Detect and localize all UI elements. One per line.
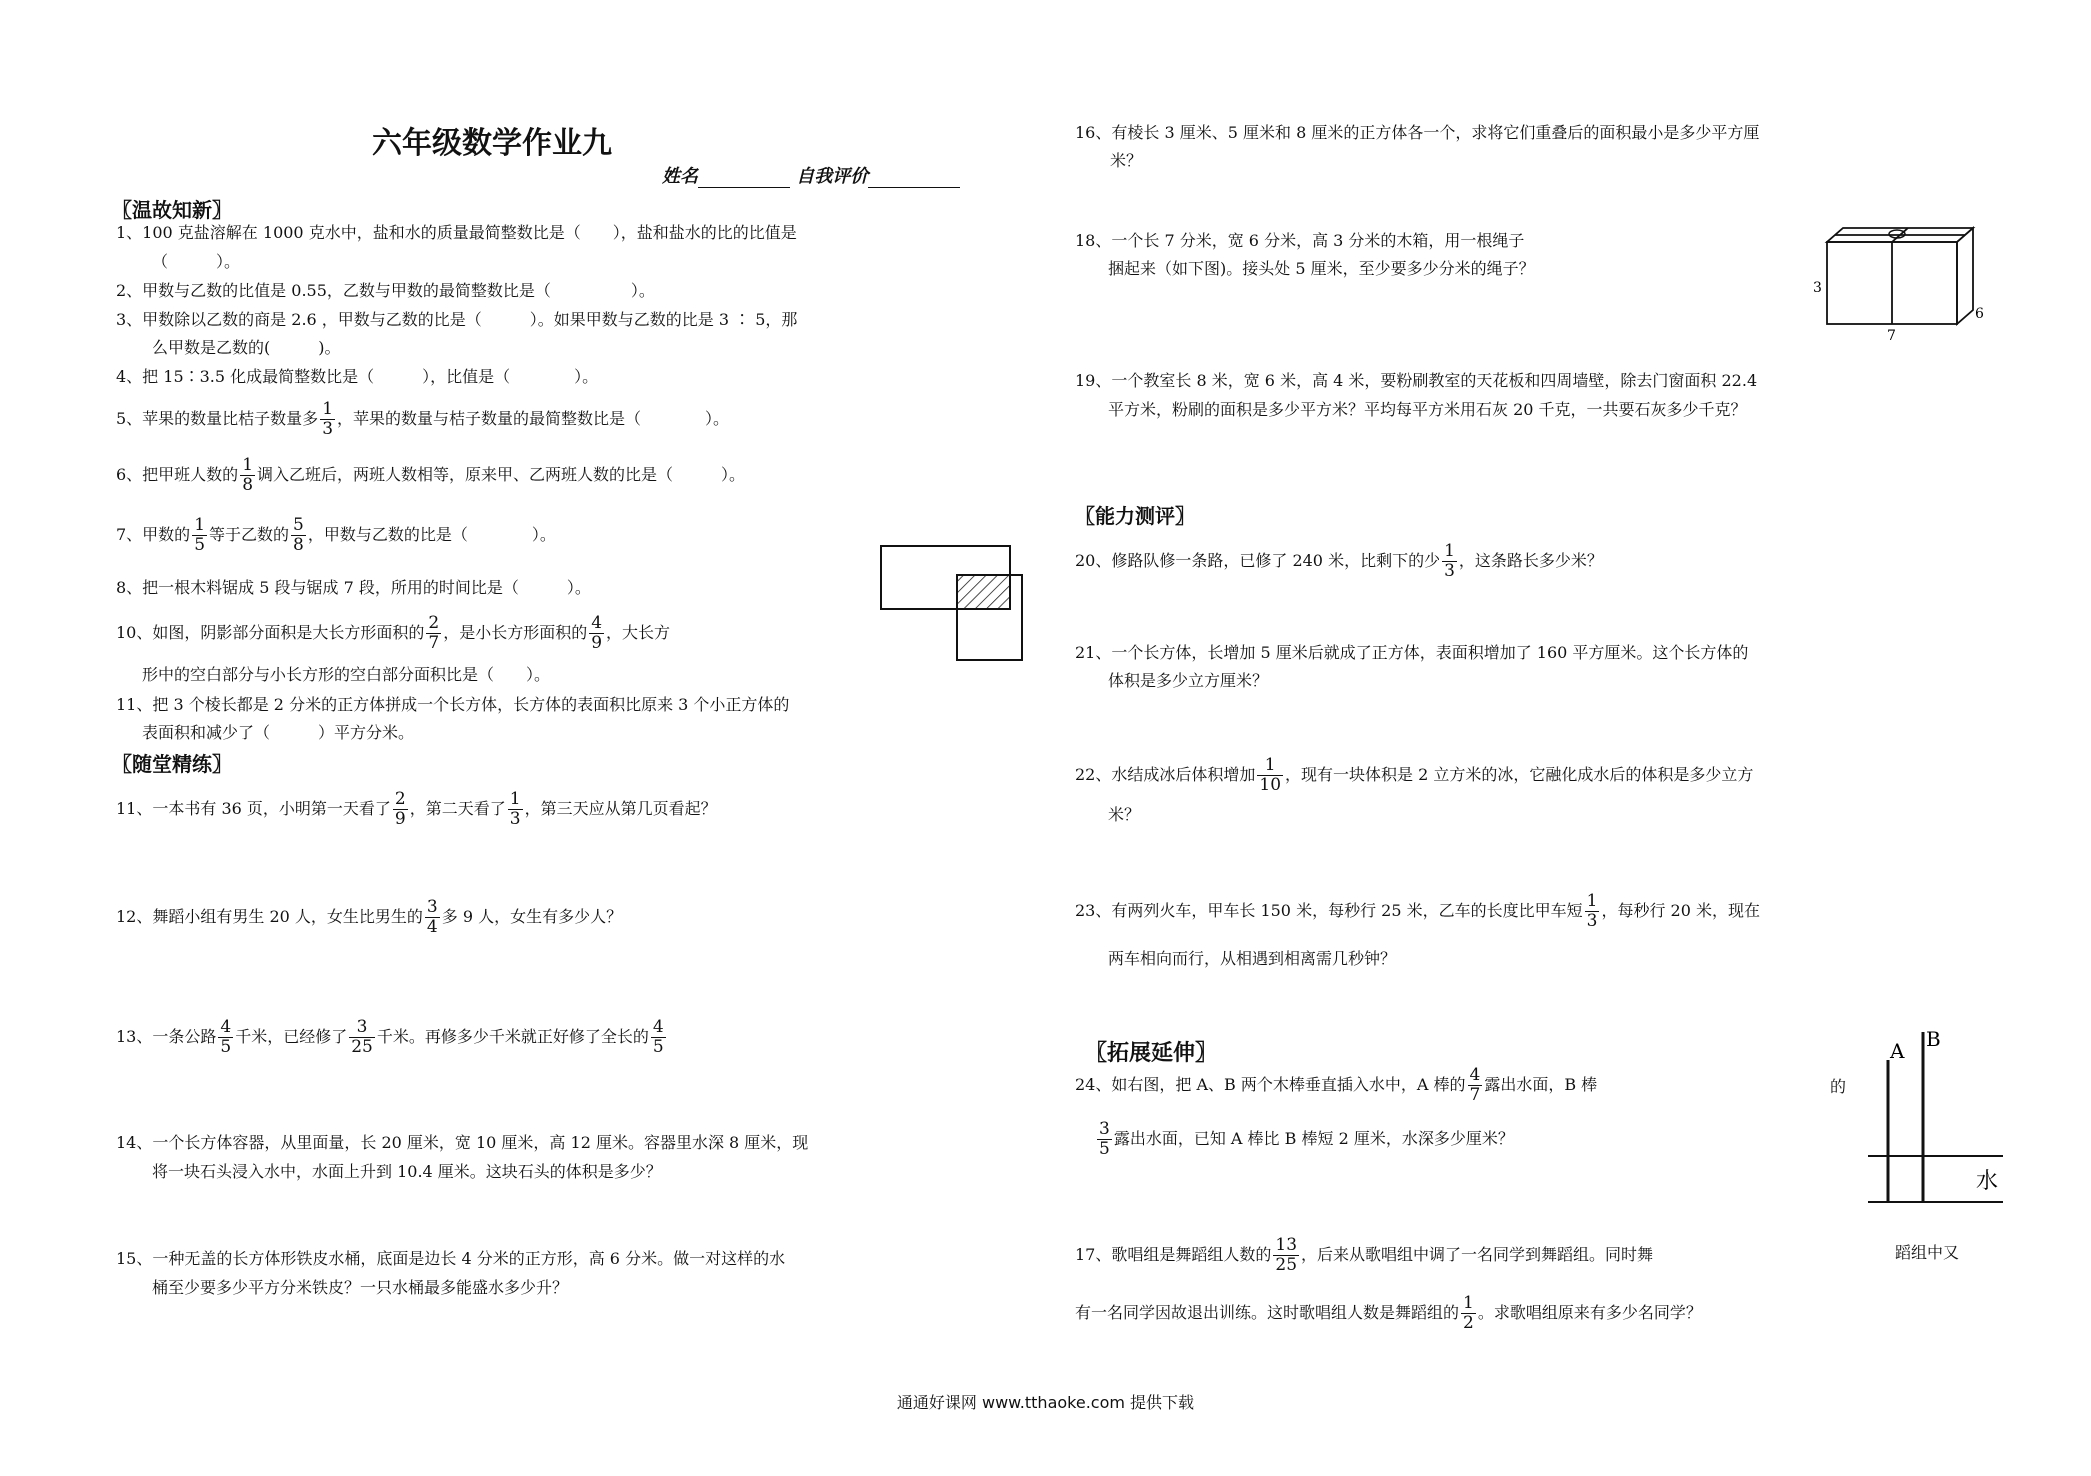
q7-text-b: 等于乙数的 [209,525,290,544]
p14-line-a: 14、一个长方体容器，从里面量，长 20 厘米，宽 10 厘米，高 12 厘米。容器里水深 8 厘米，现 [116,1133,809,1152]
q5-text-b: ，苹果的数量与桔子数量的最简整数比是（ ）。 [337,409,730,428]
q24 [1075,1066,1597,1105]
p14-line-b: 将一块石头浸入水中，水面上升到 10.4 厘米。这块石头的体积是多少？ [152,1162,662,1181]
fraction-13-25: $\frac{13}{25}$ [1275,1235,1298,1275]
q22-line-b: 米？ [1108,805,1141,824]
fraction-1-3d: $\frac{1}{3}$ [1586,891,1598,931]
eval-label: 自我评价 [796,166,869,187]
q20-text-a: 20、修路队修一条路，已修了 240 米，比剩下的少 [1075,551,1441,570]
stick-a-label: A [1890,1039,1905,1063]
q17-text-d: 有一名同学因故退出训练。这时歌唱组人数是舞蹈组的 [1075,1303,1460,1322]
q1-line-a: 1、100 克盐溶解在 1000 克水中，盐和水的质量最简整数比是（ ），盐和盐水的比的比值是 [116,223,797,242]
fraction-4-5: $\frac{4}{5}$ [220,1017,232,1057]
section-practice: 〖随堂精练〗 [112,752,232,776]
box-figure [1815,222,1985,342]
name-field[interactable] [698,169,790,188]
p12-text-b: 多 9 人，女生有多少人？ [441,907,623,926]
fraction-1-3b: $\frac{1}{3}$ [509,789,521,829]
q10-line-b: 形中的空白部分与小长方形的空白部分面积比是（ ）。 [142,665,551,684]
q20 [1075,542,1603,581]
q7-text-c: ，甲数与乙数的比是（ ）。 [307,525,556,544]
fraction-1-10: $\frac{1}{10}$ [1259,755,1282,795]
fraction-4-7: $\frac{4}{7}$ [1469,1065,1481,1105]
q7 [116,516,556,555]
q17-line-b [1075,1294,1702,1333]
q22 [1075,756,1753,795]
q11-line-b: 表面积和减少了（ ）平方分米。 [142,723,415,742]
q18-line-b: 捆起来（如下图)。接头处 5 厘米，至少要多少分米的绳子？ [1108,259,1535,278]
q10-text-a: 10、如图，阴影部分面积是大长方形面积的 [116,623,425,642]
q19-line-a: 19、一个教室长 8 米，宽 6 米，高 4 米，要粉刷教室的天花板和四周墙壁，除去门窗面积 22.4 [1075,371,1758,390]
q17-text-b: ，后来从歌唱组中调了一名同学到舞蹈组。同时舞 [1301,1245,1654,1264]
q22-text-b: ，现有一块体积是 2 立方米的冰，它融化成水后的体积是多少立方 [1285,765,1754,784]
q10-text-c: ，大长方 [606,623,671,642]
q23-text-b: ，每秒行 20 米，现在 [1601,901,1760,920]
q21-line-a: 21、一个长方体，长增加 5 厘米后就成了正方体，表面积增加了 160 平方厘米。这个长方体的 [1075,643,1749,662]
fraction-4-9: $\frac{4}{9}$ [591,613,603,653]
q24-line-b [1095,1120,1514,1159]
q16-line-b: 米？ [1110,151,1143,170]
fraction-1-5: $\frac{1}{5}$ [194,515,206,555]
q10 [116,614,670,653]
q23 [1075,892,1760,931]
p15-line-b: 桶至少要多少平方分米铁皮？一只水桶最多能盛水多少升？ [152,1278,569,1297]
q8: 8、把一根木料锯成 5 段与锯成 7 段，所用的时间比是（ ）。 [116,578,591,597]
water-label: 水 [1976,1169,1999,1194]
q24-text-a: 24、如右图，把 A、B 两个木棒垂直插入水中，A 棒的 [1075,1075,1466,1094]
box-length-label: 7 [1887,328,1896,344]
fraction-3-4: $\frac{3}{4}$ [426,897,438,937]
q7-text-a: 7、甲数的 [116,525,191,544]
fraction-1-2: $\frac{1}{2}$ [1463,1293,1474,1333]
p11-text-a: 11、一本书有 36 页，小明第一天看了 [116,799,391,818]
q10-text-b: ，是小长方形面积的 [443,623,588,642]
q17-text-c: 蹈组中又 [1895,1243,1960,1262]
p11 [116,790,717,829]
fraction-3-5: $\frac{3}{5}$ [1099,1119,1110,1159]
section-review: 〖温故知新〗 [112,198,232,222]
fraction-5-8: $\frac{5}{8}$ [293,515,304,555]
q24-text-b: 露出水面，B 棒 [1484,1075,1598,1094]
q5-text-a: 5、苹果的数量比桔子数量多 [116,409,319,428]
box-height-label: 3 [1813,280,1822,296]
q23-text-a: 23、有两列火车，甲车长 150 米，每秒行 25 米，乙车的长度比甲车短 [1075,901,1583,920]
fraction-2-9: $\frac{2}{9}$ [394,789,406,829]
name-eval-line [662,162,960,188]
q4: 4、把 15∶3.5 化成最简整数比是（ ），比值是（ ）。 [116,367,599,386]
q24-text-d: 露出水面，已知 A 棒比 B 棒短 2 厘米，水深多少厘米？ [1113,1129,1514,1148]
name-label: 姓名 [662,166,698,187]
p13-text-b: 千米，已经修了 [235,1027,348,1046]
page-title: 六年级数学作业九 [372,126,612,161]
p12-text-a: 12、舞蹈小组有男生 20 人，女生比男生的 [116,907,423,926]
q17 [1075,1236,1653,1275]
p11-text-c: ，第三天应从第几页看起？ [524,799,717,818]
box-width-label: 6 [1975,306,1984,322]
q17-text-e: 。求歌唱组原来有多少名同学？ [1477,1303,1702,1322]
p12 [116,898,622,937]
p13 [116,1018,668,1057]
q21-line-b: 体积是多少立方厘米？ [1108,671,1269,690]
fraction-1-3: $\frac{1}{3}$ [322,399,334,439]
fraction-1-3c: $\frac{1}{3}$ [1444,541,1455,581]
q23-line-b: 两车相向而行，从相遇到相离需几秒钟？ [1108,949,1397,968]
q2: 2、甲数与乙数的比值是 0.55，乙数与甲数的最简整数比是（ ）。 [116,281,655,300]
q17-text-a: 17、歌唱组是舞蹈组人数的 [1075,1245,1272,1264]
p13-text-a: 13、一条公路 [116,1027,217,1046]
q3-line-a: 3、甲数除以乙数的商是 2.6 ，甲数与乙数的比是（ ）。如果甲数与乙数的比是 3 ∶ 5，那 [116,310,798,329]
q19-line-b: 平方米，粉刷的面积是多少平方米？平均每平方米用石灰 20 千克，一共要石灰多少千克？ [1108,400,1747,419]
sticks-water-figure [1868,1027,2008,1210]
section-extend: 〖拓展延伸〗 [1085,1041,1218,1066]
fraction-4-5b: $\frac{4}{5}$ [652,1017,664,1057]
p15-line-a: 15、一种无盖的长方体形铁皮水桶，底面是边长 4 分米的正方形，高 6 分米。做一对这样的水 [116,1249,786,1268]
p11-text-b: ，第二天看了 [409,799,506,818]
q6 [116,456,745,495]
q5 [116,400,729,439]
rectangles-figure [880,545,1030,665]
eval-field[interactable] [868,169,960,188]
q18-line-a: 18、一个长 7 分米，宽 6 分米，高 3 分米的木箱，用一根绳子 [1075,231,1525,250]
q16-line-a: 16、有棱长 3 厘米、5 厘米和 8 厘米的正方体各一个，求将它们重叠后的面积最小是多少平方厘 [1075,123,1760,142]
q11-line-a: 11、把 3 个棱长都是 2 分米的正方体拼成一个长方体，长方体的表面积比原来 3 个小正方体的 [116,695,790,714]
section-ability: 〖能力测评〗 [1075,504,1195,528]
q1-line-b: （ ）。 [152,252,241,271]
p13-text-c: 千米。再修多少千米就正好修了全长的 [376,1027,649,1046]
footer: 通通好课网 www.tthaoke.com 提供下载 [896,1393,1195,1412]
stick-b-label: B [1926,1027,1941,1051]
fraction-3-25: $\frac{3}{25}$ [351,1017,373,1057]
shaded-overlap [957,575,1010,609]
fraction-1-8: $\frac{1}{8}$ [242,455,254,495]
q24-text-c: 的 [1830,1077,1847,1096]
q6-text-b: 调入乙班后，两班人数相等，原来甲、乙两班人数的比是（ ）。 [257,465,746,484]
fraction-2-7: $\frac{2}{7}$ [428,613,440,653]
q22-text-a: 22、水结成冰后体积增加 [1075,765,1256,784]
q3-line-b: 么甲数是乙数的( )。 [152,338,341,357]
q6-text-a: 6、把甲班人数的 [116,465,239,484]
q20-text-b: ，这条路长多少米？ [1458,551,1603,570]
